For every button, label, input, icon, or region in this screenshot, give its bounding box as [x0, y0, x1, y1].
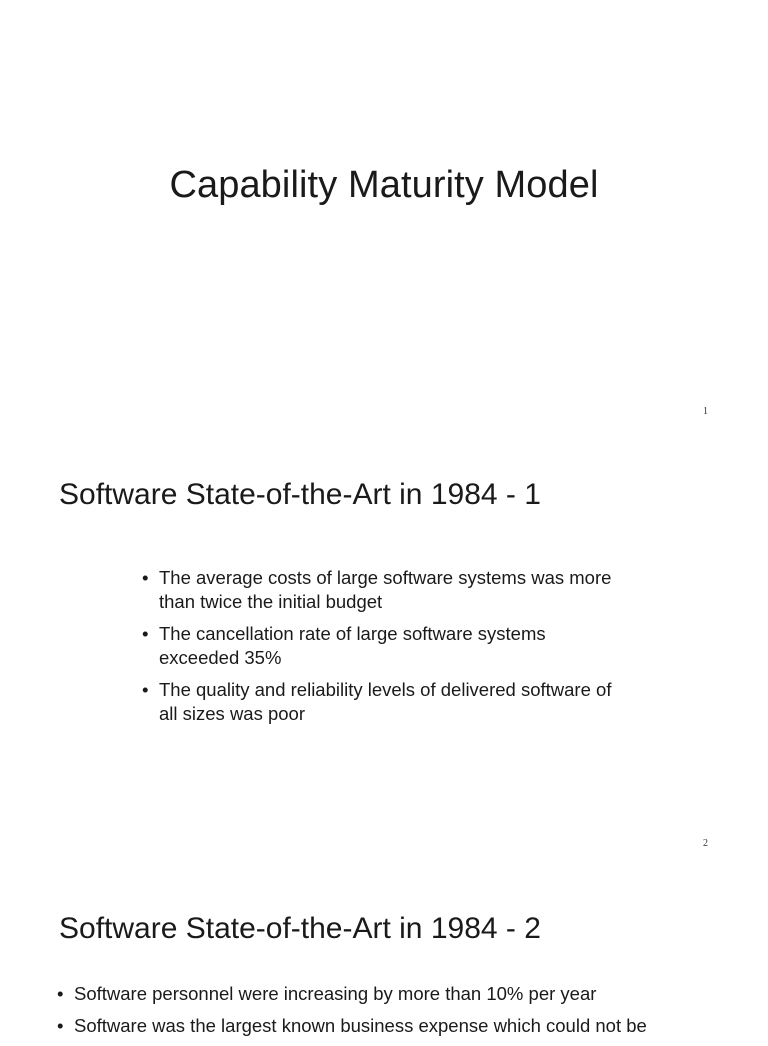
bullet-icon: •	[142, 679, 149, 700]
bullet-icon: •	[57, 983, 64, 1004]
slide-number: 2	[703, 838, 708, 849]
bullet-item	[57, 1014, 757, 1038]
bullet-text: The cancellation rate of large software systems exceeded 35%	[159, 623, 546, 668]
bullet-item	[142, 678, 622, 726]
bullet-text: The average costs of large software systems was more than twice the initial budget	[159, 567, 612, 612]
bullet-icon: •	[57, 1015, 64, 1036]
slide-2	[0, 430, 768, 862]
slide-3	[0, 862, 768, 1036]
slide-number: 1	[703, 406, 708, 417]
bullet-text: Software personnel were increasing by more than 10% per year	[74, 983, 597, 1004]
bullet-text: Software was the largest known business expense which could not be	[74, 1015, 647, 1036]
bullet-item	[142, 622, 622, 670]
bullet-list	[142, 566, 622, 734]
bullet-item	[142, 566, 622, 614]
bullet-icon: •	[142, 567, 149, 588]
bullet-list	[57, 982, 757, 1046]
bullet-item	[57, 982, 757, 1006]
slide-1	[0, 0, 768, 430]
slide-heading: Software State-of-the-Art in 1984 - 1	[59, 478, 541, 511]
bullet-icon: •	[142, 623, 149, 644]
slide-heading: Software State-of-the-Art in 1984 - 2	[59, 912, 541, 945]
bullet-text: The quality and reliability levels of delivered software of all sizes was poor	[159, 679, 612, 724]
slide-title: Capability Maturity Model	[169, 164, 599, 206]
